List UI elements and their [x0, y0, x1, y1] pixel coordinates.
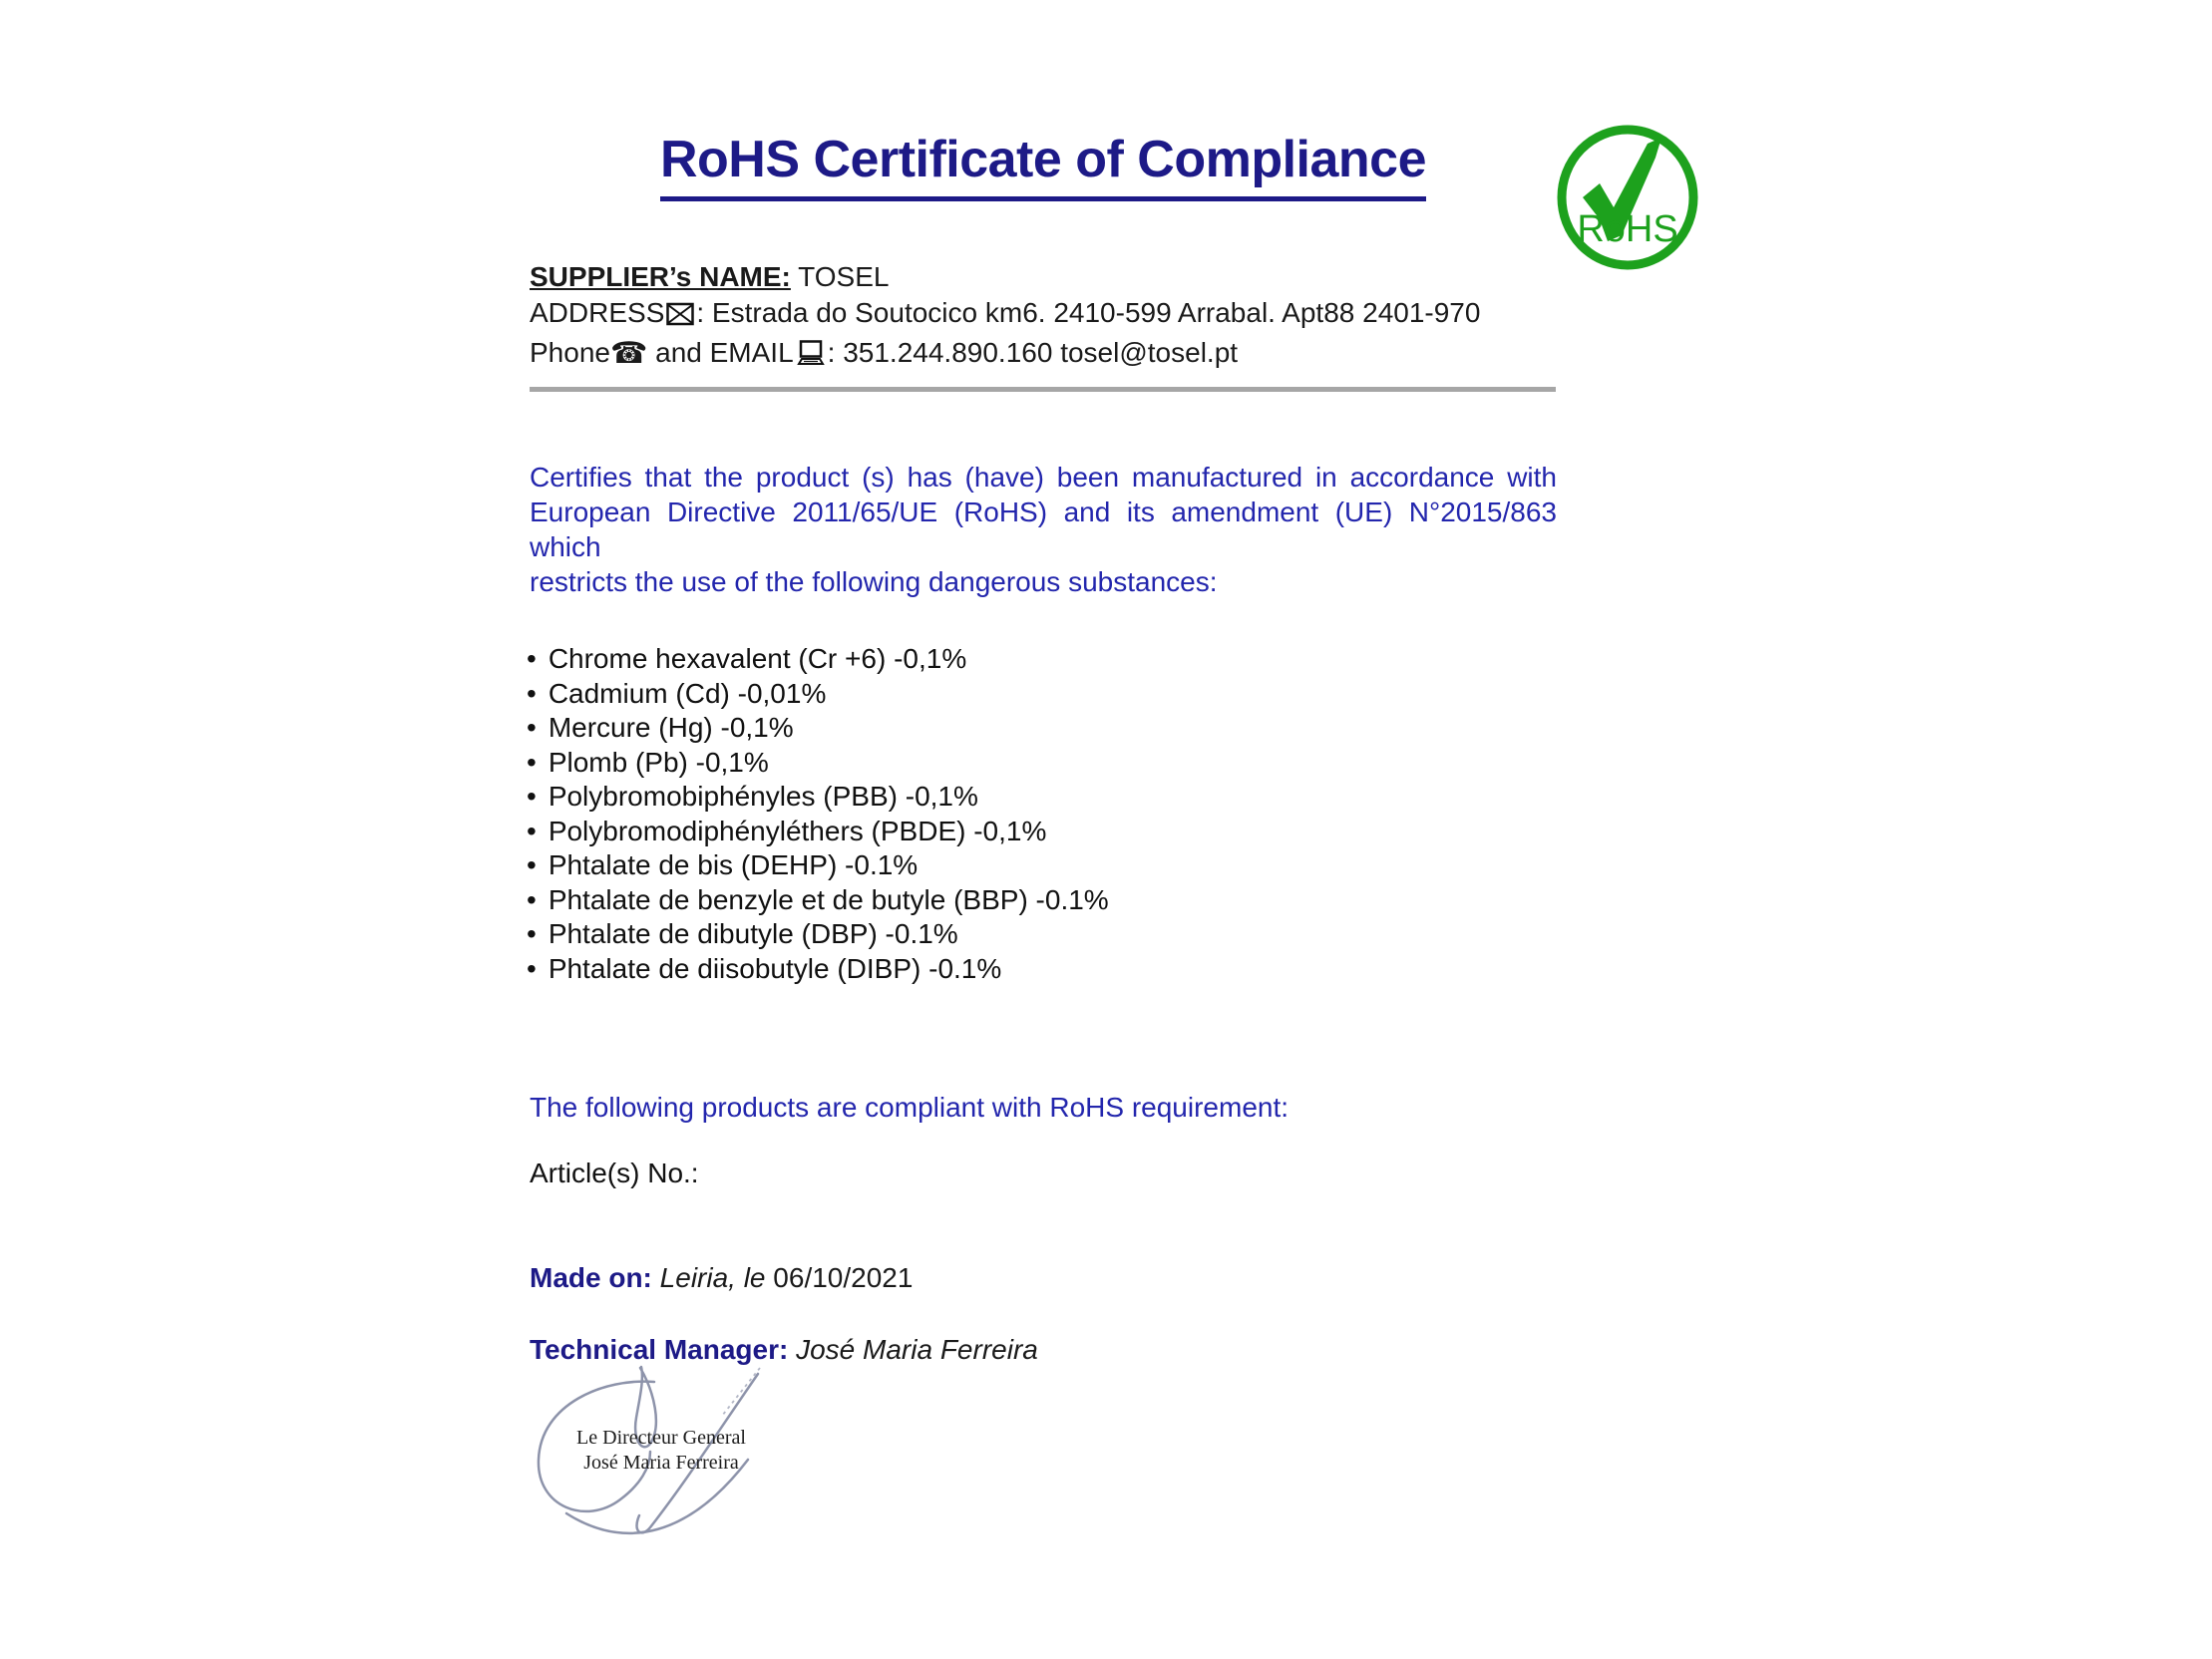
email-label: and EMAIL — [647, 337, 794, 368]
section-divider — [530, 387, 1556, 392]
article-number-label: Article(s) No.: — [530, 1158, 699, 1188]
computer-icon — [796, 339, 826, 375]
list-item: • Cadmium (Cd) -0,01% — [527, 677, 1109, 712]
list-item: • Phtalate de benzyle et de butyle (BBP) -0.1% — [527, 883, 1109, 918]
telephone-icon: ☎ — [609, 336, 648, 371]
supplier-block — [530, 259, 1480, 375]
page-title-wrap — [530, 130, 1557, 201]
rohs-logo-graphic — [1556, 124, 1701, 271]
supplier-name-row — [530, 259, 1480, 295]
substances-list — [527, 642, 1109, 986]
supplier-name-value: TOSEL — [790, 261, 890, 292]
page-title: RoHS Certificate of Compliance — [660, 130, 1426, 201]
statement-line: Certifies that the product (s) has (have) been manufactured in accordance with — [530, 462, 1557, 493]
supplier-contact-row — [530, 335, 1480, 375]
statement-line: European Directive 2011/65/UE (RoHS) and its amendment (UE) N°2015/863 which — [530, 497, 1557, 562]
list-item: • Phtalate de dibutyle (DBP) -0.1% — [527, 917, 1109, 952]
technical-manager-name: José Maria Ferreira — [788, 1334, 1038, 1365]
address-value: : Estrada do Soutocico km6. 2410-599 Arrabal. Apt88 2401-970 — [696, 297, 1481, 328]
address-label: ADDRESS — [530, 297, 665, 328]
list-item: • Polybromobiphényles (PBB) -0,1% — [527, 780, 1109, 815]
list-item: • Phtalate de diisobutyle (DIBP) -0.1% — [527, 952, 1109, 987]
list-item: • Phtalate de bis (DEHP) -0.1% — [527, 848, 1109, 883]
made-on-place: Leiria, le — [651, 1262, 766, 1293]
supplier-address-row — [530, 295, 1480, 335]
envelope-icon — [666, 299, 694, 335]
compliance-statement: The following products are compliant with RoHS requirement: — [530, 1092, 1290, 1123]
made-on-date: 06/10/2021 — [765, 1262, 914, 1293]
phone-label: Phone — [530, 337, 610, 368]
certification-statement — [530, 460, 1557, 599]
rohs-logo — [1556, 124, 1701, 271]
technical-manager-row — [530, 1334, 1038, 1366]
list-item: • Mercure (Hg) -0,1% — [527, 711, 1109, 746]
supplier-name-label: SUPPLIER’s NAME: — [530, 261, 791, 292]
list-item: • Chrome hexavalent (Cr +6) -0,1% — [527, 642, 1109, 677]
made-on-row — [530, 1262, 913, 1294]
stamp-line-1: Le Directeur General — [576, 1427, 746, 1449]
logo-label: RoHS — [1577, 208, 1678, 250]
list-item: • Polybromodiphényléthers (PBDE) -0,1% — [527, 815, 1109, 849]
statement-line: restricts the use of the following dangerous substances: — [530, 566, 1218, 597]
list-item: • Plomb (Pb) -0,1% — [527, 746, 1109, 781]
stamp-line-2: José Maria Ferreira — [583, 1452, 739, 1474]
made-on-label: Made on: — [530, 1262, 652, 1293]
technical-manager-label: Technical Manager: — [530, 1334, 789, 1365]
signature-block — [509, 1364, 798, 1583]
signature-stamp-text — [566, 1426, 756, 1476]
contact-value: : 351.244.890.160 tosel@tosel.pt — [827, 337, 1239, 368]
